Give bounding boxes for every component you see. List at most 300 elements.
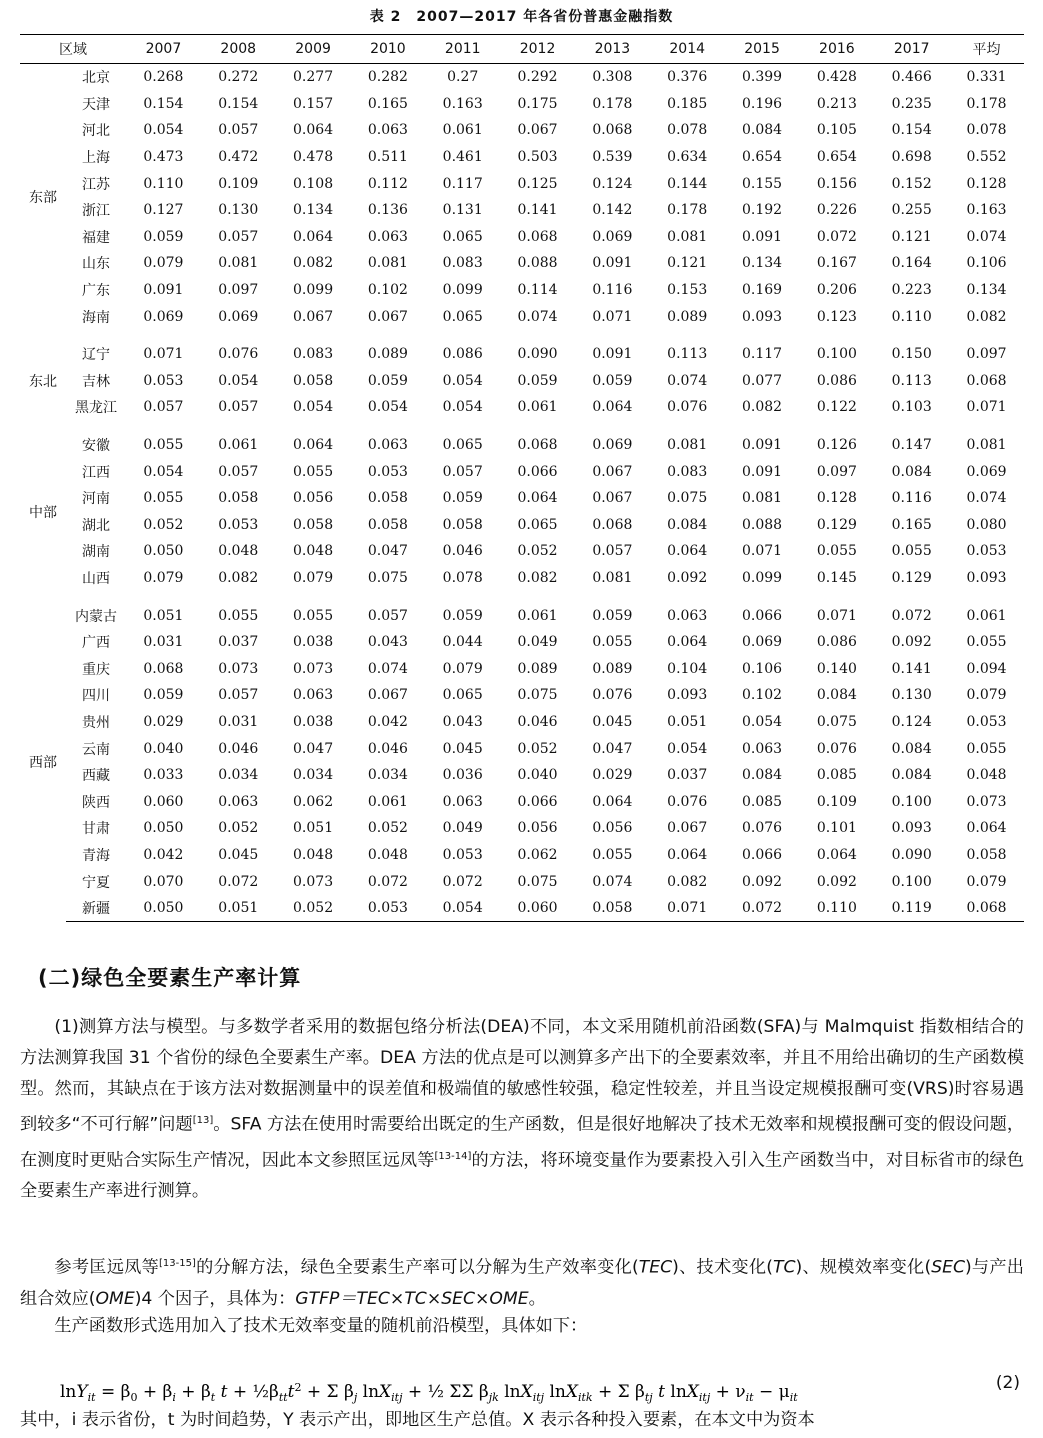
value-cell: 0.698	[891, 149, 932, 166]
region-cell: 东北	[29, 373, 57, 390]
value-cell: 0.116	[592, 282, 633, 299]
header-year: 2012	[500, 35, 575, 64]
value-cell: 0.155	[741, 175, 783, 192]
value-cell: 0.106	[966, 255, 1007, 272]
value-cell: 0.074	[592, 873, 633, 890]
table-row	[20, 64, 1024, 91]
value-cell: 0.141	[891, 660, 932, 677]
header-year: 2014	[650, 35, 725, 64]
value-cell: 0.163	[442, 95, 483, 112]
value-cell: 0.178	[592, 95, 633, 112]
value-cell: 0.134	[966, 282, 1007, 299]
value-cell: 0.071	[650, 895, 725, 922]
value-cell: 0.090	[891, 846, 932, 863]
value-cell: 0.079	[293, 569, 334, 586]
value-cell: 0.062	[517, 846, 558, 863]
value-cell: 0.130	[891, 687, 932, 704]
value-cell: 0.059	[517, 372, 558, 389]
value-cell: 0.064	[293, 437, 334, 454]
value-cell: 0.048	[218, 543, 259, 560]
header-year: 2007	[126, 35, 201, 64]
value-cell: 0.047	[293, 740, 334, 757]
value-cell: 0.076	[667, 399, 708, 416]
province-cell: 江西	[82, 464, 110, 481]
header-average: 平均	[949, 35, 1024, 64]
header-year: 2008	[201, 35, 276, 64]
table-row	[20, 762, 1024, 789]
value-cell: 0.083	[442, 255, 483, 272]
value-cell: 0.121	[891, 228, 932, 245]
value-cell: 0.081	[667, 437, 708, 454]
value-cell: 0.054	[143, 122, 184, 139]
province-cell: 海南	[82, 309, 110, 326]
value-cell: 0.048	[293, 543, 334, 560]
value-cell: 0.150	[891, 346, 932, 363]
value-cell: 0.076	[741, 820, 783, 837]
value-cell: 0.029	[143, 713, 184, 730]
value-cell: 0.100	[891, 793, 932, 810]
value-cell: 0.046	[367, 740, 408, 757]
table-row	[20, 341, 1024, 368]
value-cell: 0.060	[500, 895, 575, 922]
value-cell: 0.113	[667, 346, 708, 363]
value-cell: 0.140	[816, 660, 857, 677]
value-cell: 0.116	[891, 490, 932, 507]
value-cell: 0.110	[799, 895, 874, 922]
value-cell: 0.075	[367, 569, 408, 586]
table-row	[20, 629, 1024, 656]
value-cell: 0.058	[442, 516, 483, 533]
value-cell: 0.085	[816, 767, 857, 784]
value-cell: 0.061	[218, 437, 259, 454]
value-cell: 0.092	[667, 569, 708, 586]
table-row	[20, 735, 1024, 762]
value-cell: 0.063	[367, 122, 408, 139]
value-cell: 0.145	[816, 569, 857, 586]
value-cell: 0.178	[667, 202, 708, 219]
province-cell: 浙江	[82, 203, 110, 220]
value-cell: 0.129	[816, 516, 857, 533]
value-cell: 0.056	[517, 820, 558, 837]
province-cell: 吉林	[82, 373, 110, 390]
paragraph-variables: 其中，i 表示省份，t 为时间趋势，Y 表示产出，即地区生产总值。X 表示各种投入要素，在本文中为资本	[20, 1410, 815, 1430]
value-cell: 0.282	[367, 69, 408, 86]
value-cell: 0.473	[143, 149, 184, 166]
value-cell: 0.057	[218, 122, 259, 139]
value-cell: 0.066	[517, 793, 558, 810]
value-cell: 0.175	[517, 95, 558, 112]
header-year: 2009	[276, 35, 351, 64]
value-cell: 0.057	[442, 463, 483, 480]
value-cell: 0.097	[816, 463, 857, 480]
table-row	[20, 655, 1024, 682]
table-row	[20, 709, 1024, 736]
value-cell: 0.093	[667, 687, 708, 704]
value-cell: 0.100	[816, 346, 857, 363]
value-cell: 0.552	[966, 149, 1007, 166]
value-cell: 0.119	[874, 895, 949, 922]
value-cell: 0.083	[667, 463, 708, 480]
table-row	[20, 602, 1024, 629]
value-cell: 0.059	[143, 228, 184, 245]
value-cell: 0.057	[218, 687, 259, 704]
table-row	[20, 250, 1024, 277]
value-cell: 0.144	[667, 175, 708, 192]
value-cell: 0.085	[741, 793, 783, 810]
value-cell: 0.063	[218, 793, 259, 810]
value-cell: 0.055	[592, 634, 633, 651]
value-cell: 0.046	[218, 740, 259, 757]
value-cell: 0.054	[667, 740, 708, 757]
value-cell: 0.503	[517, 149, 558, 166]
value-cell: 0.086	[442, 346, 483, 363]
value-cell: 0.153	[667, 282, 708, 299]
value-cell: 0.063	[741, 740, 783, 757]
value-cell: 0.078	[667, 122, 708, 139]
value-cell: 0.086	[816, 634, 857, 651]
value-cell: 0.058	[367, 516, 408, 533]
value-cell: 0.101	[816, 820, 857, 837]
value-cell: 0.185	[667, 95, 708, 112]
value-cell: 0.067	[367, 687, 408, 704]
value-cell: 0.069	[143, 308, 184, 325]
value-cell: 0.054	[218, 372, 259, 389]
value-cell: 0.055	[218, 607, 259, 624]
value-cell: 0.051	[293, 820, 334, 837]
value-cell: 0.068	[592, 122, 633, 139]
value-cell: 0.049	[517, 634, 558, 651]
table-row	[20, 144, 1024, 171]
value-cell: 0.065	[442, 687, 483, 704]
value-cell: 0.093	[891, 820, 932, 837]
province-cell: 西藏	[82, 768, 110, 785]
value-cell: 0.058	[293, 516, 334, 533]
value-cell: 0.071	[966, 399, 1007, 416]
value-cell: 0.075	[517, 687, 558, 704]
value-cell: 0.654	[816, 149, 857, 166]
value-cell: 0.076	[667, 793, 708, 810]
value-cell: 0.075	[816, 713, 857, 730]
value-cell: 0.076	[816, 740, 857, 757]
value-cell: 0.074	[367, 660, 408, 677]
value-cell: 0.055	[143, 490, 184, 507]
header-year: 2017	[874, 35, 949, 64]
value-cell: 0.034	[367, 767, 408, 784]
group-spacer	[20, 421, 1024, 432]
value-cell: 0.074	[517, 308, 558, 325]
value-cell: 0.072	[725, 895, 800, 922]
value-cell: 0.055	[816, 543, 857, 560]
province-cell: 云南	[82, 741, 110, 758]
value-cell: 0.058	[293, 372, 334, 389]
value-cell: 0.049	[442, 820, 483, 837]
value-cell: 0.076	[592, 687, 633, 704]
table-caption: 表 2 2007—2017 年各省份普惠金融指数	[369, 9, 674, 25]
value-cell: 0.067	[592, 490, 633, 507]
value-cell: 0.054	[741, 713, 783, 730]
value-cell: 0.065	[442, 228, 483, 245]
value-cell: 0.053	[350, 895, 425, 922]
inclusive-finance-table	[20, 34, 1024, 922]
value-cell: 0.047	[592, 740, 633, 757]
value-cell: 0.084	[741, 122, 783, 139]
value-cell: 0.079	[442, 660, 483, 677]
value-cell: 0.089	[367, 346, 408, 363]
value-cell: 0.072	[367, 873, 408, 890]
value-cell: 0.072	[891, 607, 932, 624]
table-row	[20, 303, 1024, 330]
table-row	[20, 368, 1024, 395]
value-cell: 0.292	[517, 69, 558, 86]
value-cell: 0.066	[741, 846, 783, 863]
value-cell: 0.167	[816, 255, 857, 272]
value-cell: 0.048	[367, 846, 408, 863]
table-body	[20, 64, 1024, 922]
value-cell: 0.466	[891, 69, 932, 86]
value-cell: 0.070	[143, 873, 184, 890]
province-cell: 陕西	[82, 794, 110, 811]
value-cell: 0.082	[966, 308, 1007, 325]
header-region: 区域	[20, 35, 126, 64]
value-cell: 0.134	[741, 255, 783, 272]
citation: [13]	[192, 1115, 214, 1126]
value-cell: 0.067	[293, 308, 334, 325]
value-cell: 0.040	[517, 767, 558, 784]
header-year: 2011	[425, 35, 500, 64]
value-cell: 0.079	[966, 687, 1007, 704]
province-cell: 贵州	[82, 714, 110, 731]
value-cell: 0.235	[891, 95, 932, 112]
value-cell: 0.063	[367, 437, 408, 454]
value-cell: 0.099	[741, 569, 783, 586]
section-title: (二)绿色全要素生产率计算	[38, 966, 302, 990]
table-row	[20, 432, 1024, 459]
value-cell: 0.654	[741, 149, 783, 166]
value-cell: 0.067	[367, 308, 408, 325]
value-cell: 0.131	[442, 202, 483, 219]
value-cell: 0.055	[293, 463, 334, 480]
value-cell: 0.064	[667, 846, 708, 863]
value-cell: 0.157	[293, 95, 334, 112]
value-cell: 0.091	[592, 346, 633, 363]
citation: [13-15]	[159, 1258, 196, 1269]
value-cell: 0.399	[741, 69, 783, 86]
value-cell: 0.277	[293, 69, 334, 86]
value-cell: 0.164	[891, 255, 932, 272]
value-cell: 0.052	[517, 740, 558, 757]
value-cell: 0.066	[741, 607, 783, 624]
paragraph-decomposition: 参考匡远凤等[13-15]的分解方法，绿色全要素生产率可以分解为生产效率变化(TEC)、技术变化(TC)、规模效率变化(SEC)与产出组合效应(OME)4 个因子，具体为：GTFP＝TEC×TC×SEC×OME。	[20, 1257, 1024, 1309]
value-cell: 0.255	[891, 202, 932, 219]
value-cell: 0.063	[293, 687, 334, 704]
value-cell: 0.063	[442, 793, 483, 810]
value-cell: 0.059	[592, 607, 633, 624]
value-cell: 0.268	[143, 69, 184, 86]
header-year: 2013	[575, 35, 650, 64]
value-cell: 0.141	[517, 202, 558, 219]
value-cell: 0.092	[891, 634, 932, 651]
value-cell: 0.113	[891, 372, 932, 389]
province-cell: 河南	[82, 491, 110, 508]
value-cell: 0.073	[293, 660, 334, 677]
province-cell: 青海	[82, 847, 110, 864]
value-cell: 0.124	[592, 175, 633, 192]
value-cell: 0.071	[816, 607, 857, 624]
paragraph-method: (1)测算方法与模型。与多数学者采用的数据包络分析法(DEA)不同，本文采用随机前沿函数(SFA)与 Malmquist 指数相结合的方法测算我国 31 个省份的绿色全要素生产率。DEA 方法的优点是可以测算多产出下的全要素效率，并且不用给出确切的生产函数模型。然而，其缺点在于该方法对数据测量中的误差值和极端值的敏感性较强，稳定性较差，并且当设定规模报酬可变(VRS)时容易遇到较多“不可行解”问题[13]。SFA 方法在使用时需要给出既定的生产函数，但是很好地解决了技术无效率和规模报酬可变的假设问题，在测度时更贴合实际生产情况，因此本文参照匡远凤等[13-14]的方法，将环境变量作为要素投入引入生产函数当中，对目标省市的绿色全要素生产率进行测算。	[20, 1017, 1025, 1202]
value-cell: 0.178	[966, 95, 1007, 112]
value-cell: 0.048	[966, 767, 1007, 784]
value-cell: 0.062	[293, 793, 334, 810]
value-cell: 0.117	[741, 346, 783, 363]
value-cell: 0.064	[667, 634, 708, 651]
value-cell: 0.27	[447, 69, 479, 86]
province-cell: 广东	[82, 283, 110, 300]
province-cell: 广西	[82, 635, 110, 652]
value-cell: 0.152	[891, 175, 932, 192]
value-cell: 0.461	[442, 149, 483, 166]
value-cell: 0.054	[293, 399, 334, 416]
value-cell: 0.064	[592, 399, 633, 416]
value-cell: 0.065	[442, 437, 483, 454]
province-cell: 黑龙江	[75, 400, 117, 417]
value-cell: 0.046	[442, 543, 483, 560]
value-cell: 0.071	[592, 308, 633, 325]
value-cell: 0.084	[816, 687, 857, 704]
value-cell: 0.081	[592, 569, 633, 586]
value-cell: 0.075	[667, 490, 708, 507]
table-row	[20, 224, 1024, 251]
value-cell: 0.093	[966, 569, 1007, 586]
value-cell: 0.055	[966, 740, 1007, 757]
value-cell: 0.053	[218, 516, 259, 533]
province-cell: 江苏	[82, 176, 110, 193]
value-cell: 0.331	[966, 69, 1007, 86]
table-row	[20, 895, 1024, 922]
value-cell: 0.068	[966, 372, 1007, 389]
value-cell: 0.064	[293, 122, 334, 139]
value-cell: 0.091	[592, 255, 633, 272]
value-cell: 0.084	[891, 740, 932, 757]
value-cell: 0.272	[218, 69, 259, 86]
province-cell: 福建	[82, 229, 110, 246]
value-cell: 0.091	[143, 282, 184, 299]
value-cell: 0.061	[367, 793, 408, 810]
value-cell: 0.072	[218, 873, 259, 890]
value-cell: 0.082	[293, 255, 334, 272]
value-cell: 0.109	[218, 175, 259, 192]
value-cell: 0.054	[442, 372, 483, 389]
value-cell: 0.068	[517, 228, 558, 245]
value-cell: 0.031	[218, 713, 259, 730]
value-cell: 0.053	[143, 372, 184, 389]
value-cell: 0.050	[143, 543, 184, 560]
province-cell: 天津	[82, 96, 110, 113]
value-cell: 0.051	[201, 895, 276, 922]
table-row	[20, 538, 1024, 565]
value-cell: 0.112	[367, 175, 408, 192]
value-cell: 0.110	[891, 308, 932, 325]
value-cell: 0.084	[891, 767, 932, 784]
group-spacer	[20, 591, 1024, 602]
value-cell: 0.053	[442, 846, 483, 863]
value-cell: 0.129	[891, 569, 932, 586]
value-cell: 0.069	[741, 634, 783, 651]
province-cell: 北京	[82, 70, 110, 87]
table-row	[20, 91, 1024, 118]
value-cell: 0.223	[891, 282, 932, 299]
value-cell: 0.226	[816, 202, 857, 219]
value-cell: 0.045	[592, 713, 633, 730]
value-cell: 0.058	[966, 846, 1007, 863]
value-cell: 0.147	[891, 437, 932, 454]
province-cell: 四川	[82, 688, 110, 705]
value-cell: 0.059	[442, 607, 483, 624]
value-cell: 0.074	[966, 228, 1007, 245]
value-cell: 0.037	[667, 767, 708, 784]
value-cell: 0.045	[442, 740, 483, 757]
value-cell: 0.108	[293, 175, 334, 192]
value-cell: 0.124	[891, 713, 932, 730]
value-cell: 0.059	[442, 490, 483, 507]
value-cell: 0.063	[367, 228, 408, 245]
province-cell: 山西	[82, 570, 110, 587]
value-cell: 0.046	[517, 713, 558, 730]
table-row	[20, 815, 1024, 842]
value-cell: 0.055	[966, 634, 1007, 651]
region-cell: 中部	[29, 504, 57, 521]
value-cell: 0.123	[816, 308, 857, 325]
value-cell: 0.069	[966, 463, 1007, 480]
value-cell: 0.196	[741, 95, 783, 112]
table-header-row	[20, 35, 1024, 64]
province-cell: 新疆	[66, 895, 126, 922]
value-cell: 0.117	[442, 175, 483, 192]
value-cell: 0.128	[816, 490, 857, 507]
value-cell: 0.104	[667, 660, 708, 677]
value-cell: 0.080	[966, 516, 1007, 533]
value-cell: 0.034	[293, 767, 334, 784]
value-cell: 0.091	[741, 437, 783, 454]
value-cell: 0.106	[741, 660, 783, 677]
value-cell: 0.064	[966, 820, 1007, 837]
value-cell: 0.206	[816, 282, 857, 299]
value-cell: 0.061	[517, 399, 558, 416]
province-cell: 辽宁	[82, 347, 110, 364]
value-cell: 0.071	[741, 543, 783, 560]
value-cell: 0.052	[143, 516, 184, 533]
value-cell: 0.142	[592, 202, 633, 219]
value-cell: 0.072	[816, 228, 857, 245]
value-cell: 0.102	[367, 282, 408, 299]
value-cell: 0.050	[143, 820, 184, 837]
value-cell: 0.128	[966, 175, 1007, 192]
value-cell: 0.079	[143, 569, 184, 586]
value-cell: 0.086	[816, 372, 857, 389]
value-cell: 0.052	[367, 820, 408, 837]
value-cell: 0.081	[218, 255, 259, 272]
value-cell: 0.154	[143, 95, 184, 112]
province-cell: 内蒙古	[75, 608, 117, 625]
value-cell: 0.057	[218, 228, 259, 245]
value-cell: 0.069	[218, 308, 259, 325]
value-cell: 0.308	[592, 69, 633, 86]
value-cell: 0.213	[816, 95, 857, 112]
value-cell: 0.169	[741, 282, 783, 299]
table-row	[20, 197, 1024, 224]
value-cell: 0.067	[517, 122, 558, 139]
value-cell: 0.053	[966, 543, 1007, 560]
value-cell: 0.428	[816, 69, 857, 86]
